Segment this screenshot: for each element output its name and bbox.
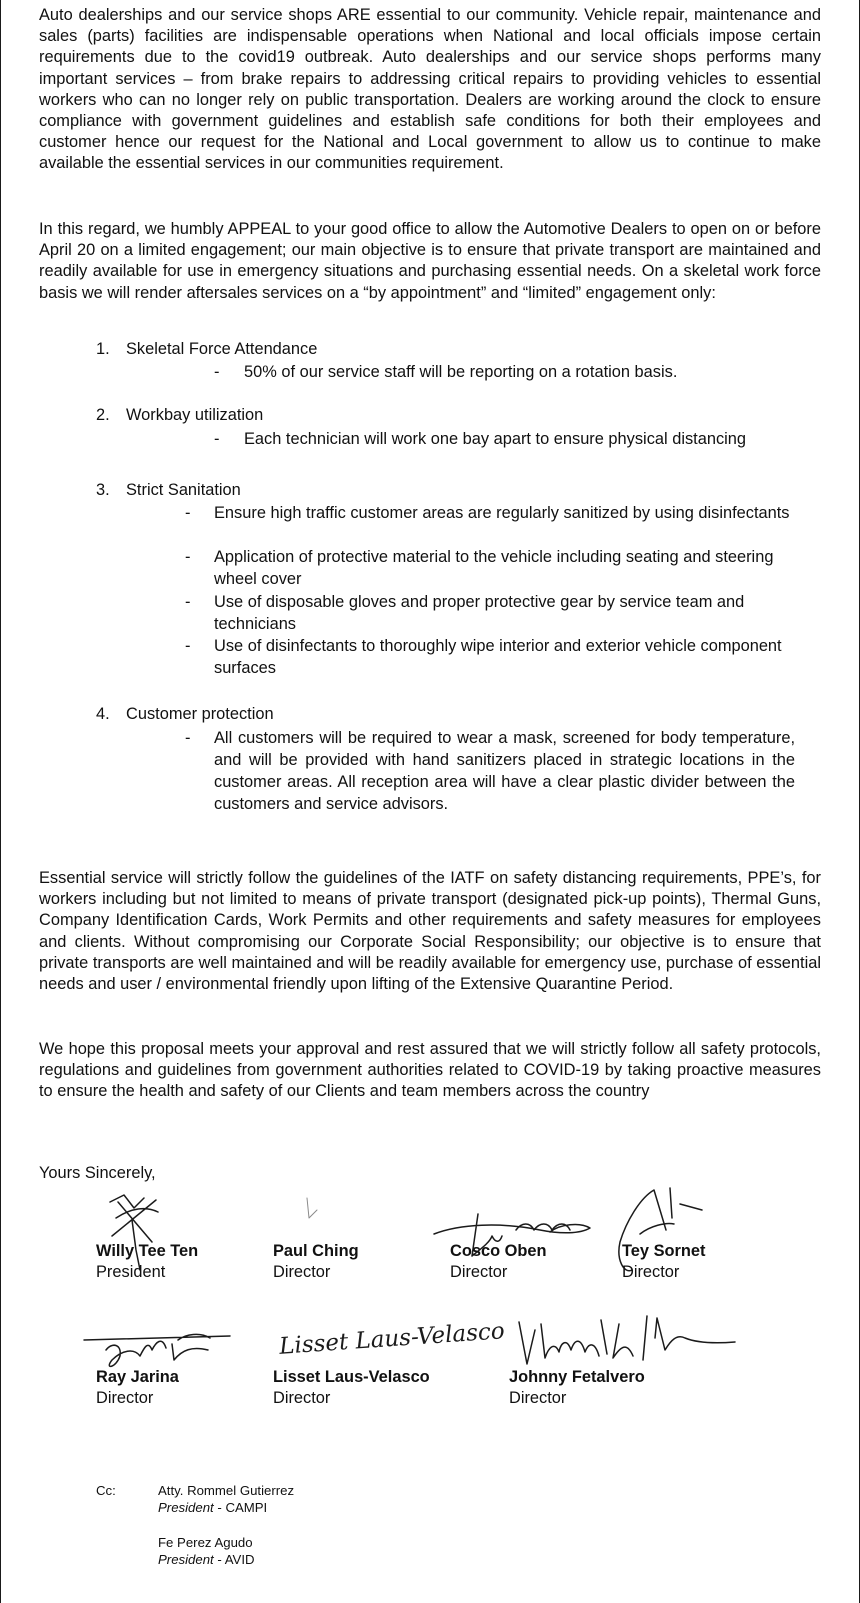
list-item-title [96, 704, 274, 725]
bullet-dash: - [185, 637, 191, 655]
list-item-title [96, 480, 241, 501]
list-number: 3. [96, 481, 110, 499]
list-bullet [214, 361, 814, 383]
signatory-title: Director [273, 1263, 331, 1281]
list-item-title [96, 339, 317, 360]
bullet-text: Application of protective material to the vehicle including seating and steering wheel cover [214, 548, 774, 588]
paragraph-closing-remarks: We hope this proposal meets your approval and rest assured that we will strictly follow all safety protocols, regulations and guidelines from government authorities related to COVID-19 by taking proactive measures to ensure the health and safety of our Clients and team members across the country [39, 1040, 821, 1101]
cc-recipient-role [158, 1499, 294, 1516]
paragraph-iatf-guidelines: Essential service will strictly follow the guidelines of the IATF on safety distancing requirements, PPE’s, for workers including but not limited to means of private transport (designated pick-up points), Thermal Guns, Company Identification Cards, Work Permits and other requirements and safety measures for employees and clients. Without compromising our Corporate Social Responsibility; our objective is to ensure that private transports are well maintained and will be readily available for emergency use, purchase of essential needs and user / environmental friendly upon lifting of the Extensive Quarantine Period. [39, 869, 821, 994]
handwritten-signature [293, 1192, 333, 1232]
closing-salutation: Yours Sincerely, [39, 1164, 156, 1182]
paragraph-essential-services: Auto dealerships and our service shops ARE essential to our community. Vehicle repair, maintenance and sales (parts) facilities are indispensable operations when National and local officials impose certain requirements due to the covid19 outbreak. Auto dealerships and our service shops performs many important services – from brake repairs to addressing critical repairs to providing vehicles to essential workers who can no longer rely on public transportation. Dealers are working around the clock to ensure compliance with government guidelines and establish safe conditions for both their employees and customer hence our request for the National and Local government to allow us to continue to make available the essential services in our communities requirement. [39, 6, 821, 173]
signatory-block [509, 1366, 645, 1409]
signatory-name: Willy Tee Ten [96, 1242, 199, 1260]
cc-recipient [158, 1482, 294, 1516]
paragraph-appeal: In this regard, we humbly APPEAL to your good office to allow the Automotive Dealers to open on or before April 20 on a limited engagement; our main objective is to ensure that private transport are maintained and readily available for use in emergency situations and purchasing essential needs. On a skeletal work force basis we will render aftersales services on a “by appointment” and “limited” engagement only: [39, 220, 821, 302]
bullet-text: All customers will be required to wear a mask, screened for body temperature, and will be provided with hand sanitizers placed in strategic locations in the customer areas. All reception area will have a clear plastic divider between the customers and service advisors. [214, 729, 795, 813]
signatory-name: Paul Ching [273, 1242, 359, 1260]
bullet-dash: - [185, 729, 191, 747]
cc-role: President [158, 1552, 214, 1567]
bullet-dash: - [185, 504, 191, 522]
list-number: 2. [96, 406, 110, 424]
bullet-dash: - [214, 363, 220, 381]
cc-recipient [158, 1534, 255, 1568]
signatory-block [450, 1240, 547, 1283]
signatory-block [273, 1240, 359, 1283]
list-bullet [185, 727, 795, 815]
handwritten-signature: Lisset Laus-Velasco [278, 1318, 506, 1360]
signatory-block [96, 1240, 198, 1283]
list-bullet [185, 546, 795, 590]
bullet-text: Use of disposable gloves and proper protective gear by service team and technicians [214, 593, 745, 633]
list-number: 1. [96, 340, 110, 358]
signatory-title: Director [509, 1389, 567, 1407]
cc-recipient-role [158, 1551, 255, 1568]
list-bullet [185, 635, 795, 679]
signatory-block [622, 1240, 706, 1283]
cc-org: - CAMPI [213, 1500, 268, 1515]
list-bullet [185, 591, 795, 635]
bullet-text: Ensure high traffic customer areas are regularly sanitized by using disinfectants [214, 504, 790, 522]
bullet-dash: - [185, 593, 191, 611]
bullet-text: Each technician will work one bay apart to ensure physical distancing [244, 430, 747, 448]
list-bullet [185, 502, 795, 524]
list-item-title [96, 405, 263, 426]
list-bullet [214, 428, 814, 450]
list-title: Strict Sanitation [126, 481, 241, 499]
bullet-dash: - [185, 548, 191, 566]
signatory-title: Director [622, 1263, 680, 1281]
signatory-title: Director [96, 1389, 154, 1407]
list-number: 4. [96, 705, 110, 723]
list-title: Customer protection [126, 705, 274, 723]
signatory-name: Tey Sornet [622, 1242, 706, 1260]
signatory-title: President [96, 1263, 166, 1281]
bullet-text: 50% of our service staff will be reporting on a rotation basis. [244, 363, 678, 381]
signatory-name: Johnny Fetalvero [509, 1368, 645, 1386]
signatory-title: Director [450, 1263, 508, 1281]
bullet-text: Use of disinfectants to thoroughly wipe interior and exterior vehicle component surfaces [214, 637, 782, 677]
signatory-name: Ray Jarina [96, 1368, 179, 1386]
signatory-name: Lisset Laus-Velasco [273, 1368, 430, 1386]
cc-org: - AVID [213, 1552, 255, 1567]
bullet-dash: - [214, 430, 220, 448]
list-title: Workbay utilization [126, 406, 264, 424]
cc-recipient-name: Fe Perez Agudo [158, 1535, 253, 1550]
signatory-block [96, 1366, 179, 1409]
signatory-block [273, 1318, 506, 1409]
signatory-title: Director [273, 1389, 331, 1407]
cc-recipient-name: Atty. Rommel Gutierrez [158, 1483, 295, 1498]
list-title: Skeletal Force Attendance [126, 340, 318, 358]
cc-role: President [158, 1500, 214, 1515]
signatory-name: Cosco Oben [450, 1242, 547, 1260]
cc-label: Cc: [96, 1483, 116, 1498]
